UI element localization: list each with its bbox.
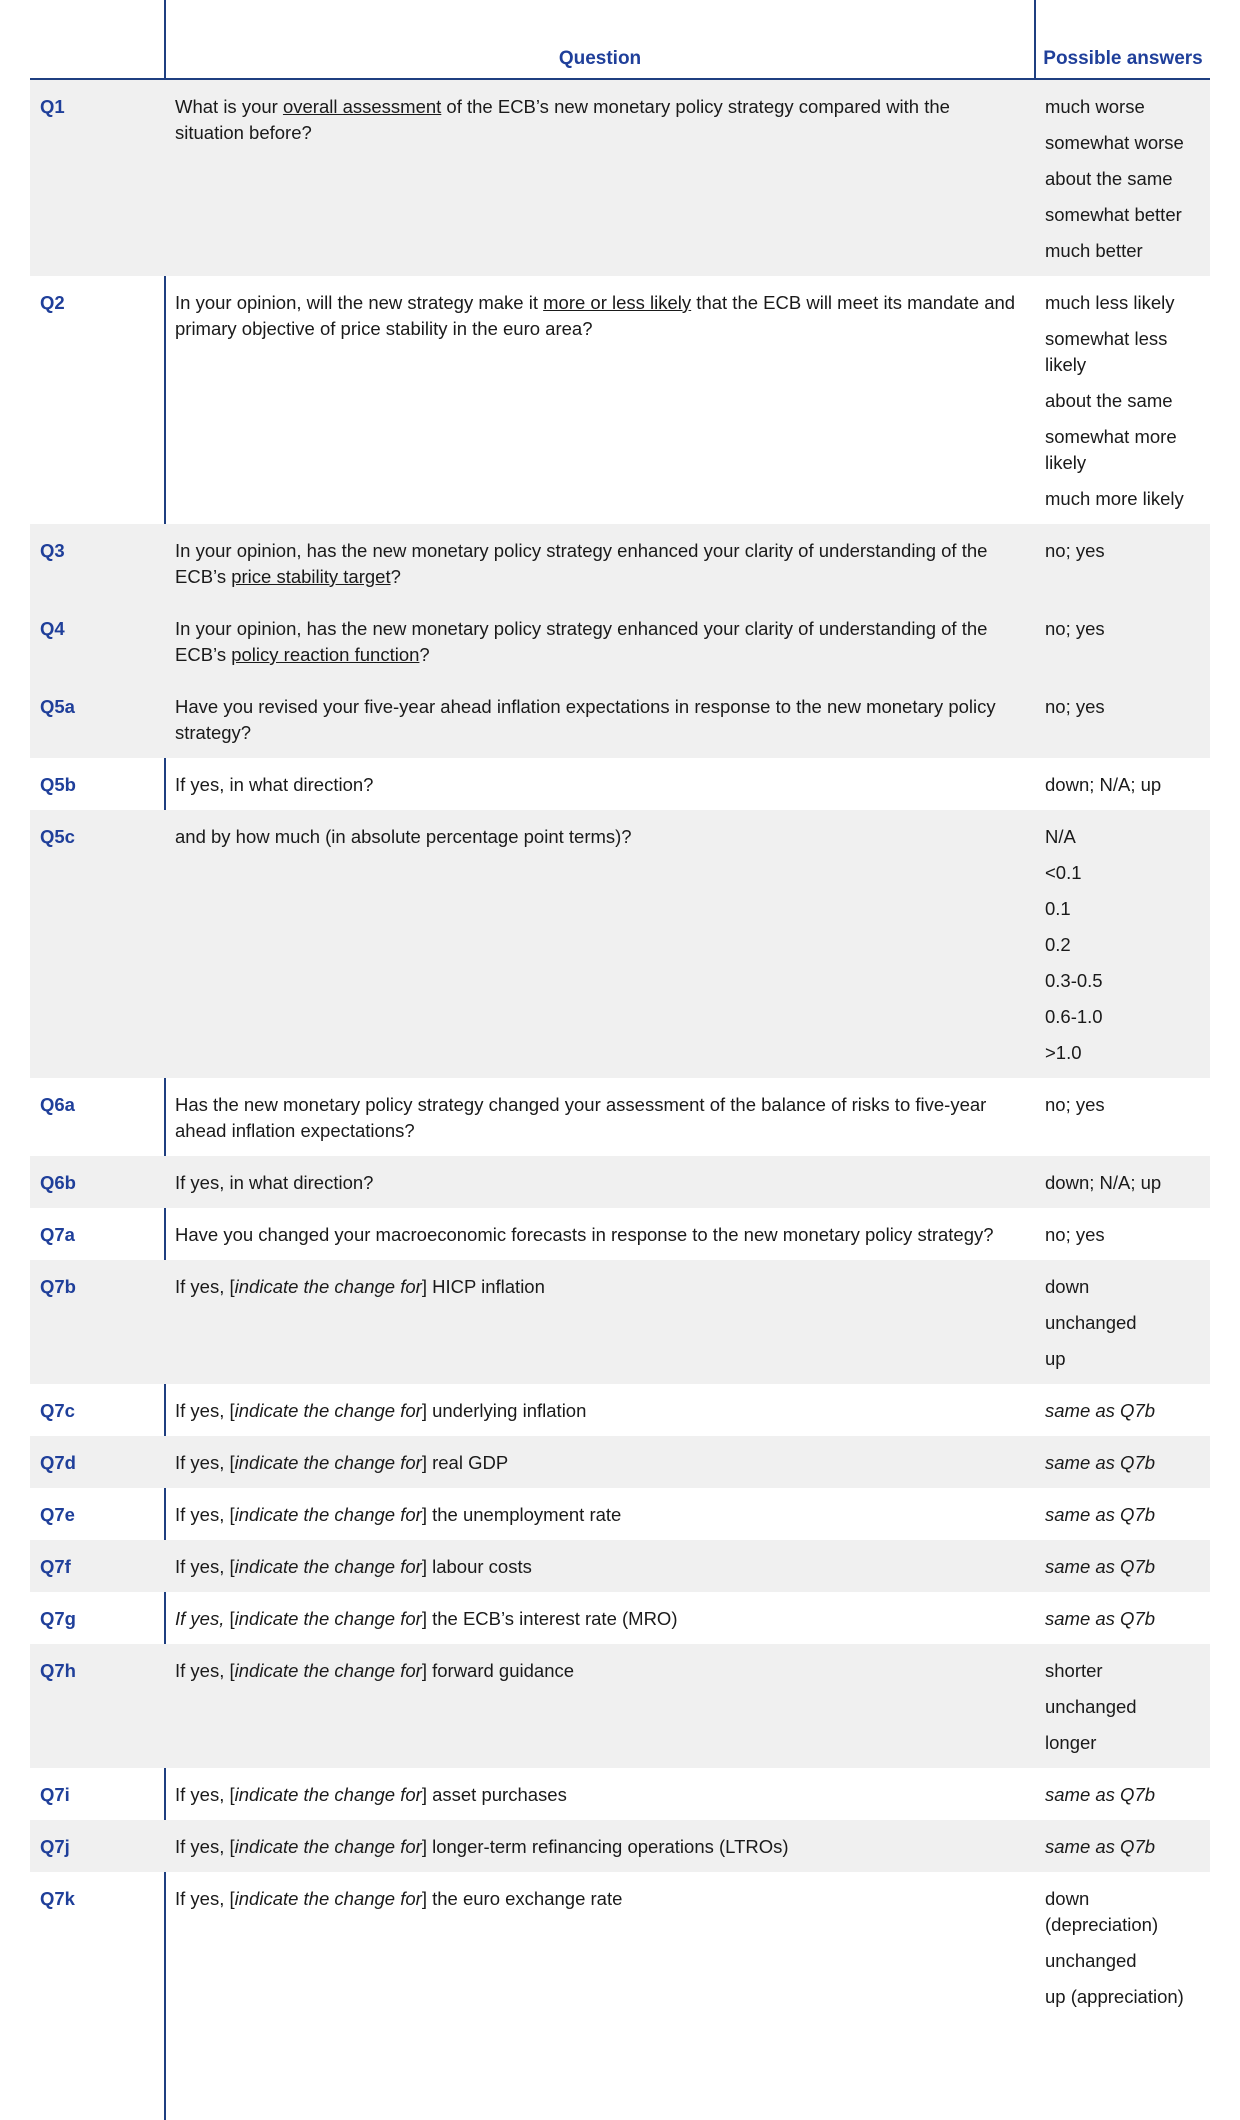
answer-option (1045, 1346, 1210, 1372)
possible-answers (1035, 1488, 1210, 1540)
table-row (30, 1488, 1210, 1540)
underlined-term: price stability target (231, 566, 391, 587)
survey-table-page (30, 0, 1210, 2120)
answer-option-line: somewhat better (1045, 204, 1182, 225)
table-row (30, 1208, 1210, 1260)
question-segment: What is your (175, 96, 283, 117)
italic-term: indicate the change for (234, 1660, 422, 1681)
italic-term: indicate the change for (234, 1836, 422, 1857)
question-text (165, 1592, 1035, 1644)
question-segment: If yes, in what direction? (175, 774, 374, 795)
question-text (165, 1644, 1035, 1768)
answer-option (1045, 1658, 1210, 1684)
possible-answers (1035, 680, 1210, 758)
table-row (30, 1384, 1210, 1436)
italic-term: indicate the change for (234, 1504, 422, 1525)
answer-option-line: unchanged (1045, 1950, 1137, 1971)
answer-option-line: <0.1 (1045, 862, 1082, 883)
question-id: Q7b (30, 1260, 165, 1384)
possible-answers (1035, 602, 1210, 680)
question-text (165, 602, 1035, 680)
question-text (165, 1872, 1035, 2022)
answer-option-line: unchanged (1045, 1312, 1137, 1333)
underlined-term: more or less likely (543, 292, 692, 313)
question-text (165, 1488, 1035, 1540)
header-possible-answers: Possible answers (1035, 0, 1210, 79)
table-row (30, 1820, 1210, 1872)
answer-option (1045, 824, 1210, 850)
table-body (30, 79, 1210, 2022)
question-segment: If yes, [ (175, 1784, 235, 1805)
answer-option (1045, 860, 1210, 886)
question-id: Q7j (30, 1820, 165, 1872)
answer-option (1045, 1782, 1210, 1808)
question-id: Q1 (30, 79, 165, 276)
underlined-term: overall assessment (282, 96, 442, 117)
answer-option-line: about the same (1045, 168, 1173, 189)
question-segment: that the ECB will meet its mandate and primary objective of price stability in the euro area? (175, 292, 1016, 339)
question-segment: Have you changed your macroeconomic forecasts in response to the new monetary policy strategy? (175, 1224, 994, 1245)
answer-option-line: somewhat less (1045, 328, 1168, 349)
question-segment: ] longer-term refinancing operations (LTROs) (421, 1836, 789, 1857)
answer-option (1045, 1730, 1210, 1756)
answer-option (1045, 772, 1210, 798)
question-segment: ] labour costs (421, 1556, 532, 1577)
possible-answers (1035, 1078, 1210, 1156)
question-segment: If yes, [ (175, 1836, 235, 1857)
answer-option (1045, 932, 1210, 958)
answer-option (1045, 968, 1210, 994)
question-segment: of the ECB’s new monetary policy strategy compared with the situation before? (175, 96, 950, 143)
question-segment: ] the unemployment rate (421, 1504, 622, 1525)
possible-answers (1035, 1540, 1210, 1592)
answer-option (1045, 388, 1210, 414)
italic-term: If yes, (175, 1608, 225, 1629)
table-row (30, 1156, 1210, 1208)
answer-option-line: no; yes (1045, 1094, 1105, 1115)
answer-option-line: down; N/A; up (1045, 774, 1162, 795)
header-id (30, 0, 165, 79)
question-segment: ] real GDP (421, 1452, 509, 1473)
answer-option-line: 0.3-0.5 (1045, 970, 1103, 991)
question-segment: If yes, [ (175, 1276, 235, 1297)
answer-option (1045, 616, 1210, 642)
answer-option (1045, 1092, 1210, 1118)
answer-option-line: 0.2 (1045, 934, 1071, 955)
question-segment: ] forward guidance (421, 1660, 575, 1681)
question-text (165, 810, 1035, 1078)
answer-option-line: down; N/A; up (1045, 1172, 1162, 1193)
answer-option-line: much more likely (1045, 488, 1184, 509)
answer-option-line: same as Q7b (1045, 1556, 1156, 1577)
question-segment: ] underlying inflation (421, 1400, 587, 1421)
answer-option (1045, 538, 1210, 564)
italic-term: indicate the change for (234, 1452, 422, 1473)
answer-option (1045, 1502, 1210, 1528)
answer-option-line: down (1045, 1888, 1090, 1909)
question-text (165, 1540, 1035, 1592)
answer-option-line: somewhat worse (1045, 132, 1184, 153)
question-segment: ? (390, 566, 401, 587)
table-row (30, 810, 1210, 1078)
answer-option-line: same as Q7b (1045, 1400, 1156, 1421)
possible-answers (1035, 810, 1210, 1078)
table-row (30, 276, 1210, 524)
survey-question-table (30, 0, 1210, 2022)
question-id: Q7k (40, 1888, 75, 1909)
question-segment: In your opinion, will the new strategy make it (175, 292, 544, 313)
underlined-term: policy reaction function (231, 644, 420, 665)
question-text (165, 1260, 1035, 1384)
question-segment: In your opinion, has the new monetary policy strategy enhanced your clarity of understanding of the ECB’s (175, 540, 988, 587)
answer-option-line: no; yes (1045, 696, 1105, 717)
answer-option-line: no; yes (1045, 618, 1105, 639)
answer-option (1045, 1450, 1210, 1476)
question-id: Q5a (30, 680, 165, 758)
answer-option (1045, 1040, 1210, 1066)
question-segment: If yes, [ (175, 1660, 235, 1681)
possible-answers (1035, 276, 1210, 524)
answer-option-line: 0.1 (1045, 898, 1071, 919)
question-id: Q6a (40, 1094, 75, 1115)
answer-option (1045, 1834, 1210, 1860)
answer-option (1045, 1606, 1210, 1632)
possible-answers (1035, 1872, 1210, 2022)
question-segment: If yes, [ (175, 1400, 235, 1421)
question-segment: [ (224, 1608, 235, 1629)
table-row (30, 1768, 1210, 1820)
table-row (30, 758, 1210, 810)
question-id: Q7e (40, 1504, 75, 1525)
question-segment: If yes, [ (175, 1504, 235, 1525)
possible-answers (1035, 79, 1210, 276)
answer-option-line: same as Q7b (1045, 1504, 1156, 1525)
question-segment: and by how much (in absolute percentage point terms)? (175, 826, 632, 847)
italic-term: indicate the change for (234, 1556, 422, 1577)
table-row (30, 524, 1210, 602)
question-segment: ] HICP inflation (421, 1276, 545, 1297)
question-text (165, 1156, 1035, 1208)
possible-answers (1035, 1436, 1210, 1488)
possible-answers (1035, 1644, 1210, 1768)
table-row (30, 1436, 1210, 1488)
answer-option-line: up (1045, 1348, 1066, 1369)
answer-option-line: same as Q7b (1045, 1452, 1156, 1473)
answer-option (1045, 202, 1210, 228)
table-row (30, 1078, 1210, 1156)
answer-option (1045, 694, 1210, 720)
table-row (30, 1540, 1210, 1592)
answer-option-line: same as Q7b (1045, 1784, 1156, 1805)
question-id: Q7i (40, 1784, 70, 1805)
possible-answers (1035, 1768, 1210, 1820)
possible-answers (1035, 1260, 1210, 1384)
question-segment: If yes, [ (175, 1556, 235, 1577)
answer-option-line: longer (1045, 1732, 1097, 1753)
possible-answers (1035, 1208, 1210, 1260)
table-row (30, 602, 1210, 680)
header-question: Question (165, 0, 1035, 79)
answer-option-line: somewhat more (1045, 426, 1177, 447)
question-id: Q4 (30, 602, 165, 680)
table-row (30, 1644, 1210, 1768)
question-segment: Has the new monetary policy strategy changed your assessment of the balance of risks to five-year ahead inflation expectations? (175, 1094, 987, 1141)
answer-option-line: unchanged (1045, 1696, 1137, 1717)
italic-term: indicate the change for (234, 1888, 422, 1909)
question-segment: ? (419, 644, 430, 665)
answer-option (1045, 326, 1210, 378)
answer-option-line: no; yes (1045, 540, 1105, 561)
possible-answers (1035, 1384, 1210, 1436)
answer-option-line: >1.0 (1045, 1042, 1082, 1063)
answer-option-line: same as Q7b (1045, 1836, 1156, 1857)
answer-option-line: (depreciation) (1045, 1914, 1159, 1935)
table-row (30, 680, 1210, 758)
possible-answers (1035, 524, 1210, 602)
question-text (165, 1078, 1035, 1156)
question-segment: ] the euro exchange rate (421, 1888, 623, 1909)
answer-option-line: no; yes (1045, 1224, 1105, 1245)
answer-option-line: about the same (1045, 390, 1173, 411)
answer-option-line: 0.6-1.0 (1045, 1006, 1103, 1027)
answer-option (1045, 1984, 1210, 2010)
answer-option-line: much less likely (1045, 292, 1175, 313)
answer-option-line: up (appreciation) (1045, 1986, 1184, 2007)
question-text (165, 1436, 1035, 1488)
answer-option-line: much worse (1045, 96, 1145, 117)
possible-answers (1035, 1592, 1210, 1644)
answer-option (1045, 1554, 1210, 1580)
question-id: Q5c (30, 810, 165, 1078)
question-id: Q7a (40, 1224, 75, 1245)
question-id: Q7h (30, 1644, 165, 1768)
answer-option-line: likely (1045, 452, 1087, 473)
answer-option (1045, 1694, 1210, 1720)
question-id: Q5b (40, 774, 76, 795)
possible-answers (1035, 1156, 1210, 1208)
question-segment: In your opinion, has the new monetary policy strategy enhanced your clarity of understanding of the ECB’s (175, 618, 988, 665)
question-segment: ] asset purchases (421, 1784, 567, 1805)
italic-term: indicate the change for (234, 1608, 422, 1629)
answer-option (1045, 424, 1210, 476)
question-text (165, 1768, 1035, 1820)
answer-option (1045, 238, 1210, 264)
answer-option (1045, 486, 1210, 512)
table-row (30, 79, 1210, 276)
question-text (165, 276, 1035, 524)
question-text (165, 524, 1035, 602)
answer-option-line: down (1045, 1276, 1090, 1297)
question-segment: ] the ECB’s interest rate (MRO) (421, 1608, 678, 1629)
question-segment: If yes, [ (175, 1888, 235, 1909)
question-text (165, 1384, 1035, 1436)
italic-term: indicate the change for (234, 1784, 422, 1805)
italic-term: indicate the change for (234, 1400, 422, 1421)
answer-option (1045, 1274, 1210, 1300)
answer-option (1045, 1948, 1210, 1974)
answer-option (1045, 1222, 1210, 1248)
question-text (165, 1820, 1035, 1872)
question-id: Q3 (30, 524, 165, 602)
answer-option (1045, 130, 1210, 156)
answer-option (1045, 1170, 1210, 1196)
possible-answers (1035, 1820, 1210, 1872)
answer-option-line: much better (1045, 240, 1143, 261)
answer-option (1045, 1310, 1210, 1336)
table-row (30, 1872, 1210, 2022)
question-id: Q6b (30, 1156, 165, 1208)
answer-option (1045, 166, 1210, 192)
question-text (165, 680, 1035, 758)
question-segment: If yes, in what direction? (175, 1172, 374, 1193)
answer-option (1045, 896, 1210, 922)
possible-answers (1035, 758, 1210, 810)
answer-option-line: N/A (1045, 826, 1076, 847)
answer-option-line: same as Q7b (1045, 1608, 1156, 1629)
question-id: Q7c (40, 1400, 75, 1421)
question-segment: If yes, [ (175, 1452, 235, 1473)
question-id: Q2 (40, 292, 65, 313)
table-header-row (30, 0, 1210, 79)
question-id: Q7f (30, 1540, 165, 1592)
answer-option (1045, 1398, 1210, 1424)
table-row (30, 1260, 1210, 1384)
question-id: Q7d (30, 1436, 165, 1488)
question-text (165, 79, 1035, 276)
question-text (165, 1208, 1035, 1260)
answer-option-line: shorter (1045, 1660, 1103, 1681)
answer-option-line: likely (1045, 354, 1087, 375)
answer-option (1045, 1886, 1210, 1938)
italic-term: indicate the change for (234, 1276, 422, 1297)
table-row (30, 1592, 1210, 1644)
question-id: Q7g (40, 1608, 76, 1629)
answer-option (1045, 290, 1210, 316)
answer-option (1045, 1004, 1210, 1030)
question-text (165, 758, 1035, 810)
answer-option (1045, 94, 1210, 120)
question-segment: Have you revised your five-year ahead inflation expectations in response to the new monetary policy strategy? (175, 696, 996, 743)
